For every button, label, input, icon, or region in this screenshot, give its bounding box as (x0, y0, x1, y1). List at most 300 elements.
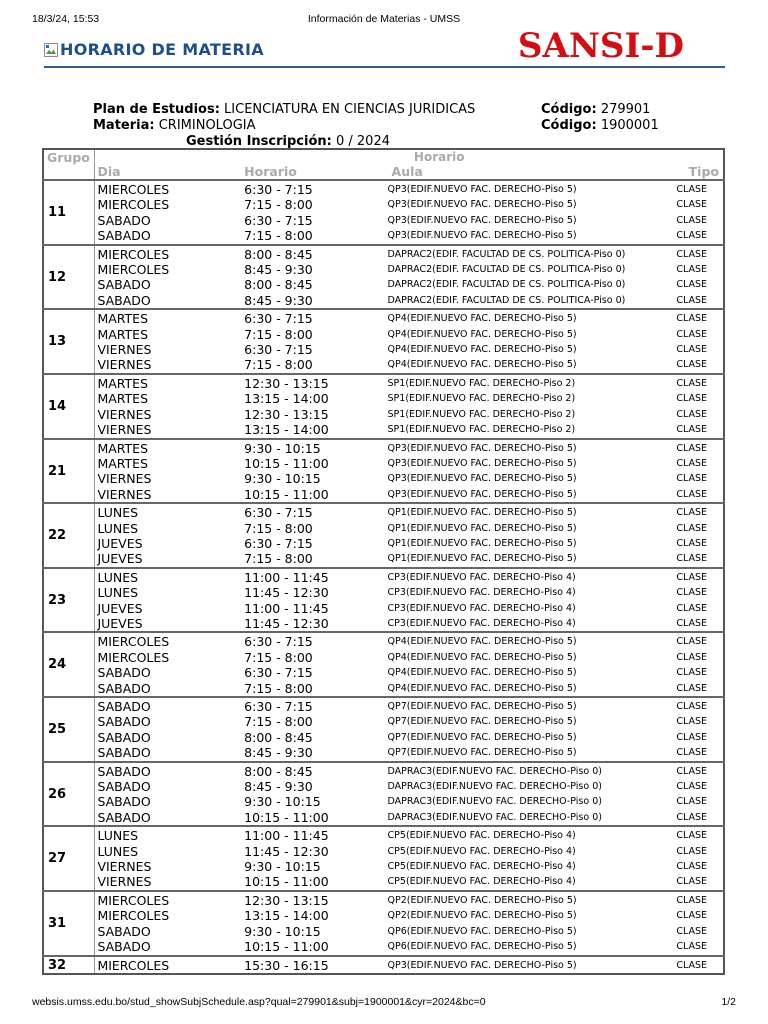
day-cell: MIERCOLES (95, 180, 240, 197)
day-cell: MIERCOLES (97, 908, 170, 924)
sansi-logo: SANSI-D (517, 26, 684, 66)
table-row (43, 762, 724, 779)
time-cell: 8:00 - 8:45 (244, 277, 313, 293)
table-row (43, 650, 724, 665)
room-cell: DAPRAC2(EDIF. FACULTAD DE CS. POLITICA-Piso 0) (386, 245, 671, 262)
print-page-title: Información de Materias - UMSS (307, 13, 461, 25)
room-cell: QP1(EDIF.NUEVO FAC. DERECHO-Piso 5) (387, 522, 577, 534)
table-row (43, 601, 724, 616)
group-number: 26 (43, 762, 95, 827)
gestion-label: Gestión Inscripción: (185, 134, 332, 149)
table-header (43, 149, 724, 180)
day-cell: VIERNES (97, 357, 152, 373)
schedule-table (42, 148, 725, 975)
time-cell: 6:30 - 7:15 (240, 180, 385, 197)
type-cell: CLASE (676, 279, 707, 291)
table-row (43, 585, 724, 600)
room-cell: QP3(EDIF.NUEVO FAC. DERECHO-Piso 5) (386, 439, 671, 456)
type-cell: CLASE (676, 617, 707, 629)
time-cell: 6:30 - 7:15 (240, 503, 385, 520)
type-cell: CLASE (676, 747, 707, 759)
group-number: 13 (43, 309, 95, 374)
room-cell: DAPRAC3(EDIF.NUEVO FAC. DERECHO-Piso 0) (387, 781, 602, 793)
time-cell: 9:30 - 10:15 (244, 471, 321, 487)
day-cell: SABADO (97, 277, 151, 293)
table-row (43, 794, 724, 809)
plan-value: LICENCIATURA EN CIENCIAS JURIDICAS (224, 102, 476, 117)
day-cell: SABADO (97, 212, 151, 228)
day-cell: SABADO (97, 923, 151, 939)
col-grupo: Grupo (43, 149, 95, 180)
room-cell: CP5(EDIF.NUEVO FAC. DERECHO-Piso 4) (386, 826, 671, 843)
room-cell: QP2(EDIF.NUEVO FAC. DERECHO-Piso 5) (386, 891, 671, 908)
group-block (43, 697, 724, 762)
type-cell: CLASE (676, 359, 707, 371)
type-cell: CLASE (670, 439, 724, 456)
room-cell: QP4(EDIF.NUEVO FAC. DERECHO-Piso 5) (387, 682, 577, 694)
type-cell: CLASE (676, 781, 707, 793)
group-block (43, 245, 724, 310)
type-cell: CLASE (676, 876, 707, 888)
room-cell: QP4(EDIF.NUEVO FAC. DERECHO-Piso 5) (387, 328, 577, 340)
group-number: 12 (43, 245, 95, 310)
plan-label: Plan de Estudios: (93, 102, 220, 117)
day-cell: SABADO (97, 794, 151, 810)
time-cell: 6:30 - 7:15 (240, 697, 385, 714)
time-cell: 11:00 - 11:45 (240, 826, 385, 843)
day-cell: MARTES (95, 309, 240, 326)
group-block (43, 826, 724, 891)
type-cell: CLASE (676, 716, 707, 728)
room-cell: CP5(EDIF.NUEVO FAC. DERECHO-Piso 4) (387, 876, 576, 888)
table-row (43, 697, 724, 714)
type-cell: CLASE (676, 667, 707, 679)
materia-code-label: Código: (541, 118, 597, 133)
type-cell: CLASE (670, 891, 724, 908)
type-cell: CLASE (670, 826, 724, 843)
time-cell: 7:15 - 8:00 (244, 714, 313, 730)
type-cell: CLASE (670, 762, 724, 779)
time-cell: 7:15 - 8:00 (244, 357, 313, 373)
room-cell: QP7(EDIF.NUEVO FAC. DERECHO-Piso 5) (387, 747, 577, 759)
day-cell: SABADO (97, 228, 151, 244)
table-row (43, 262, 724, 277)
group-block (43, 180, 724, 245)
day-cell: LUNES (95, 568, 240, 585)
room-cell: QP1(EDIF.NUEVO FAC. DERECHO-Piso 5) (387, 553, 577, 565)
table-row (43, 456, 724, 471)
room-cell: QP3(EDIF.NUEVO FAC. DERECHO-Piso 5) (387, 230, 577, 242)
table-row (43, 327, 724, 342)
type-cell: CLASE (670, 632, 724, 649)
time-cell: 8:45 - 9:30 (244, 779, 313, 795)
time-cell: 13:15 - 14:00 (244, 422, 329, 438)
room-cell: QP3(EDIF.NUEVO FAC. DERECHO-Piso 5) (387, 199, 577, 211)
table-row (43, 245, 724, 262)
day-cell: SABADO (97, 729, 151, 745)
table-row (43, 874, 724, 890)
time-cell: 8:45 - 9:30 (244, 262, 313, 278)
time-cell: 15:30 - 16:15 (240, 956, 385, 974)
type-cell: CLASE (676, 294, 707, 306)
day-cell: MIERCOLES (95, 245, 240, 262)
time-cell: 10:15 - 11:00 (244, 939, 329, 955)
group-block (43, 891, 724, 956)
table-row (43, 891, 724, 908)
time-cell: 13:15 - 14:00 (244, 908, 329, 924)
group-block (43, 309, 724, 374)
group-number: 32 (43, 956, 95, 974)
room-cell: CP3(EDIF.NUEVO FAC. DERECHO-Piso 4) (387, 617, 576, 629)
type-cell: CLASE (676, 651, 707, 663)
group-number: 21 (43, 439, 95, 504)
col-tipo: Tipo (688, 164, 719, 179)
room-cell: QP3(EDIF.NUEVO FAC. DERECHO-Piso 5) (387, 488, 577, 500)
table-row (43, 939, 724, 955)
type-cell: CLASE (676, 925, 707, 937)
group-block (43, 503, 724, 568)
print-url: websis.umss.edu.bo/stud_showSubjSchedule.asp?qual=279901&subj=1900001&cyr=2024&bc=0 (32, 996, 486, 1008)
group-number: 22 (43, 503, 95, 568)
time-cell: 7:15 - 8:00 (244, 551, 313, 567)
group-block (43, 762, 724, 827)
day-cell: VIERNES (97, 422, 152, 438)
plan-code-label: Código: (541, 102, 597, 117)
room-cell: SP1(EDIF.NUEVO FAC. DERECHO-Piso 2) (387, 408, 576, 420)
time-cell: 12:30 - 13:15 (240, 891, 385, 908)
time-cell: 6:30 - 7:15 (244, 342, 313, 358)
room-cell: QP7(EDIF.NUEVO FAC. DERECHO-Piso 5) (386, 697, 671, 714)
time-cell: 9:30 - 10:15 (244, 923, 321, 939)
room-cell: QP1(EDIF.NUEVO FAC. DERECHO-Piso 5) (387, 537, 577, 549)
type-cell: CLASE (676, 522, 707, 534)
materia-code: 1900001 (600, 118, 659, 133)
table-row (43, 745, 724, 761)
table-row (43, 536, 724, 551)
day-cell: JUEVES (97, 615, 143, 631)
group-block (43, 439, 724, 504)
day-cell: VIERNES (97, 486, 152, 502)
type-cell: CLASE (676, 796, 707, 808)
table-row (43, 503, 724, 520)
time-cell: 6:30 - 7:15 (240, 632, 385, 649)
day-cell: SABADO (97, 292, 151, 308)
time-cell: 9:30 - 10:15 (240, 439, 385, 456)
table-row (43, 213, 724, 228)
time-cell: 12:30 - 13:15 (240, 374, 385, 391)
day-cell: LUNES (97, 520, 139, 536)
time-cell: 9:30 - 10:15 (244, 859, 321, 875)
type-cell: CLASE (670, 180, 724, 197)
table-row (43, 859, 724, 874)
type-cell: CLASE (676, 393, 707, 405)
table-row (43, 407, 724, 422)
day-cell: VIERNES (97, 859, 152, 875)
col-hora: Horario (244, 164, 297, 179)
type-cell: CLASE (670, 374, 724, 391)
day-cell: SABADO (97, 665, 151, 681)
room-cell: QP1(EDIF.NUEVO FAC. DERECHO-Piso 5) (386, 503, 671, 520)
time-cell: 10:15 - 11:00 (244, 874, 329, 890)
type-cell: CLASE (676, 214, 707, 226)
day-cell: VIERNES (97, 406, 152, 422)
group-number: 25 (43, 697, 95, 762)
table-row (43, 309, 724, 326)
day-cell: VIERNES (97, 874, 152, 890)
room-cell: QP6(EDIF.NUEVO FAC. DERECHO-Piso 5) (387, 925, 577, 937)
day-cell: LUNES (95, 826, 240, 843)
day-cell: JUEVES (97, 600, 143, 616)
table-row (43, 908, 724, 923)
time-cell: 9:30 - 10:15 (244, 794, 321, 810)
room-cell: QP3(EDIF.NUEVO FAC. DERECHO-Piso 5) (386, 956, 671, 974)
type-cell: CLASE (676, 264, 707, 276)
type-cell: CLASE (676, 424, 707, 436)
time-cell: 8:00 - 8:45 (244, 729, 313, 745)
type-cell: CLASE (676, 682, 707, 694)
table-row (43, 730, 724, 745)
type-cell: CLASE (670, 503, 724, 520)
group-number: 27 (43, 826, 95, 891)
time-cell: 6:30 - 7:15 (244, 212, 313, 228)
table-row (43, 277, 724, 292)
type-cell: CLASE (676, 845, 707, 857)
room-cell: QP6(EDIF.NUEVO FAC. DERECHO-Piso 5) (387, 941, 577, 953)
day-cell: MIERCOLES (97, 262, 170, 278)
day-cell: LUNES (97, 843, 139, 859)
type-cell: CLASE (676, 328, 707, 340)
table-row (43, 391, 724, 406)
room-cell: QP7(EDIF.NUEVO FAC. DERECHO-Piso 5) (387, 731, 577, 743)
table-row (43, 228, 724, 244)
table-row (43, 924, 724, 939)
time-cell: 6:30 - 7:15 (240, 309, 385, 326)
room-cell: DAPRAC2(EDIF. FACULTAD DE CS. POLITICA-Piso 0) (387, 264, 626, 276)
time-cell: 8:45 - 9:30 (244, 292, 313, 308)
type-cell: CLASE (676, 488, 707, 500)
room-cell: QP3(EDIF.NUEVO FAC. DERECHO-Piso 5) (386, 180, 671, 197)
table-row (43, 197, 724, 212)
day-cell: SABADO (97, 809, 151, 825)
type-cell: CLASE (676, 473, 707, 485)
day-cell: JUEVES (97, 551, 143, 567)
table-row (43, 665, 724, 680)
table-row (43, 439, 724, 456)
table-row (43, 826, 724, 843)
time-cell: 7:15 - 8:00 (244, 680, 313, 696)
table-row (43, 422, 724, 438)
table-row (43, 521, 724, 536)
day-cell: SABADO (97, 745, 151, 761)
room-cell: CP5(EDIF.NUEVO FAC. DERECHO-Piso 4) (387, 861, 576, 873)
time-cell: 7:15 - 8:00 (244, 520, 313, 536)
time-cell: 7:15 - 8:00 (244, 228, 313, 244)
type-cell: CLASE (670, 568, 724, 585)
group-number: 23 (43, 568, 95, 633)
time-cell: 11:45 - 12:30 (244, 585, 329, 601)
table-row (43, 551, 724, 567)
room-cell: QP7(EDIF.NUEVO FAC. DERECHO-Piso 5) (387, 716, 577, 728)
type-cell: CLASE (670, 245, 724, 262)
col-horario-group: Horario (413, 150, 465, 164)
room-cell: DAPRAC3(EDIF.NUEVO FAC. DERECHO-Piso 0) (387, 796, 602, 808)
type-cell: CLASE (676, 861, 707, 873)
room-cell: CP3(EDIF.NUEVO FAC. DERECHO-Piso 4) (387, 602, 576, 614)
type-cell: CLASE (676, 553, 707, 565)
time-cell: 7:15 - 8:00 (244, 197, 313, 213)
type-cell: CLASE (676, 344, 707, 356)
time-cell: 8:45 - 9:30 (244, 745, 313, 761)
time-cell: 10:15 - 11:00 (244, 486, 329, 502)
table-row (43, 681, 724, 697)
room-cell: DAPRAC3(EDIF.NUEVO FAC. DERECHO-Piso 0) (387, 811, 602, 823)
room-cell: DAPRAC2(EDIF. FACULTAD DE CS. POLITICA-Piso 0) (387, 279, 626, 291)
time-cell: 10:15 - 11:00 (244, 809, 329, 825)
table-row (43, 714, 724, 729)
day-cell: SABADO (97, 680, 151, 696)
time-cell: 6:30 - 7:15 (244, 665, 313, 681)
print-datetime: 18/3/24, 15:53 (32, 13, 100, 25)
col-aula: Aula (391, 164, 423, 179)
time-cell: 8:00 - 8:45 (240, 245, 385, 262)
type-cell: CLASE (676, 457, 707, 469)
day-cell: MARTES (95, 374, 240, 391)
time-cell: 10:15 - 11:00 (244, 455, 329, 471)
day-cell: SABADO (95, 697, 240, 714)
room-cell: QP4(EDIF.NUEVO FAC. DERECHO-Piso 5) (387, 667, 577, 679)
type-cell: CLASE (670, 309, 724, 326)
table-row (43, 844, 724, 859)
type-cell: CLASE (676, 731, 707, 743)
table-row (43, 180, 724, 197)
group-block (43, 374, 724, 439)
materia-value: CRIMINOLOGIA (158, 118, 256, 133)
time-cell: 6:30 - 7:15 (244, 535, 313, 551)
print-page-number: 1/2 (721, 996, 736, 1008)
room-cell: QP4(EDIF.NUEVO FAC. DERECHO-Piso 5) (387, 344, 577, 356)
materia-label: Materia: (93, 118, 155, 133)
group-number: 11 (43, 180, 95, 245)
time-cell: 12:30 - 13:15 (244, 406, 329, 422)
day-cell: MIERCOLES (95, 632, 240, 649)
header-divider (44, 66, 725, 68)
time-cell: 11:45 - 12:30 (244, 843, 329, 859)
day-cell: MIERCOLES (97, 649, 170, 665)
day-cell: LUNES (97, 585, 139, 601)
day-cell: SABADO (97, 939, 151, 955)
day-cell: MIERCOLES (95, 891, 240, 908)
time-cell: 11:00 - 11:45 (240, 568, 385, 585)
type-cell: CLASE (670, 956, 724, 974)
day-cell: SABADO (97, 714, 151, 730)
table-row (43, 810, 724, 826)
type-cell: CLASE (676, 230, 707, 242)
time-cell: 8:00 - 8:45 (240, 762, 385, 779)
page-banner (44, 26, 724, 68)
day-cell: SABADO (95, 762, 240, 779)
subject-info (93, 102, 723, 150)
time-cell: 7:15 - 8:00 (244, 326, 313, 342)
day-cell: MARTES (97, 455, 149, 471)
room-cell: CP3(EDIF.NUEVO FAC. DERECHO-Piso 4) (386, 568, 671, 585)
type-cell: CLASE (676, 811, 707, 823)
type-cell: CLASE (670, 697, 724, 714)
type-cell: CLASE (676, 199, 707, 211)
room-cell: QP4(EDIF.NUEVO FAC. DERECHO-Piso 5) (386, 632, 671, 649)
room-cell: QP3(EDIF.NUEVO FAC. DERECHO-Piso 5) (387, 457, 577, 469)
room-cell: QP2(EDIF.NUEVO FAC. DERECHO-Piso 5) (387, 910, 577, 922)
broken-image-icon (44, 43, 58, 57)
room-cell: DAPRAC2(EDIF. FACULTAD DE CS. POLITICA-Piso 0) (387, 294, 626, 306)
table-row (43, 342, 724, 357)
group-number: 14 (43, 374, 95, 439)
room-cell: SP1(EDIF.NUEVO FAC. DERECHO-Piso 2) (387, 393, 576, 405)
day-cell: MARTES (97, 391, 149, 407)
room-cell: CP5(EDIF.NUEVO FAC. DERECHO-Piso 4) (387, 845, 576, 857)
day-cell: JUEVES (97, 535, 143, 551)
plan-code: 279901 (600, 102, 651, 117)
day-cell: MARTES (97, 326, 149, 342)
table-row (43, 487, 724, 503)
type-cell: CLASE (676, 537, 707, 549)
room-cell: SP1(EDIF.NUEVO FAC. DERECHO-Piso 2) (387, 424, 576, 436)
room-cell: QP4(EDIF.NUEVO FAC. DERECHO-Piso 5) (387, 651, 577, 663)
type-cell: CLASE (676, 602, 707, 614)
gestion-value: 0 / 2024 (336, 134, 390, 149)
col-dia: Dia (97, 164, 121, 179)
group-number: 31 (43, 891, 95, 956)
page-title: HORARIO DE MATERIA (60, 40, 264, 59)
room-cell: DAPRAC3(EDIF.NUEVO FAC. DERECHO-Piso 0) (386, 762, 671, 779)
time-cell: 11:45 - 12:30 (244, 615, 329, 631)
day-cell: MIERCOLES (97, 197, 170, 213)
group-block (43, 568, 724, 633)
table-row (43, 471, 724, 486)
day-cell: MIERCOLES (95, 956, 240, 974)
day-cell: VIERNES (97, 342, 152, 358)
room-cell: QP4(EDIF.NUEVO FAC. DERECHO-Piso 5) (387, 359, 577, 371)
day-cell: MARTES (95, 439, 240, 456)
room-cell: SP1(EDIF.NUEVO FAC. DERECHO-Piso 2) (386, 374, 671, 391)
time-cell: 7:15 - 8:00 (244, 649, 313, 665)
group-block (43, 956, 724, 974)
type-cell: CLASE (676, 941, 707, 953)
table-row (43, 374, 724, 391)
type-cell: CLASE (676, 587, 707, 599)
room-cell: QP3(EDIF.NUEVO FAC. DERECHO-Piso 5) (387, 214, 577, 226)
time-cell: 11:00 - 11:45 (244, 600, 329, 616)
group-block (43, 632, 724, 697)
table-row (43, 357, 724, 373)
day-cell: VIERNES (97, 471, 152, 487)
type-cell: CLASE (676, 910, 707, 922)
print-footer (32, 996, 736, 1012)
day-cell: SABADO (97, 779, 151, 795)
group-number: 24 (43, 632, 95, 697)
type-cell: CLASE (676, 408, 707, 420)
table-row (43, 779, 724, 794)
room-cell: QP3(EDIF.NUEVO FAC. DERECHO-Piso 5) (387, 473, 577, 485)
table-row (43, 632, 724, 649)
table-row (43, 956, 724, 974)
room-cell: QP4(EDIF.NUEVO FAC. DERECHO-Piso 5) (386, 309, 671, 326)
room-cell: CP3(EDIF.NUEVO FAC. DERECHO-Piso 4) (387, 587, 576, 599)
table-row (43, 568, 724, 585)
table-row (43, 616, 724, 632)
table-row (43, 293, 724, 309)
time-cell: 13:15 - 14:00 (244, 391, 329, 407)
day-cell: LUNES (95, 503, 240, 520)
